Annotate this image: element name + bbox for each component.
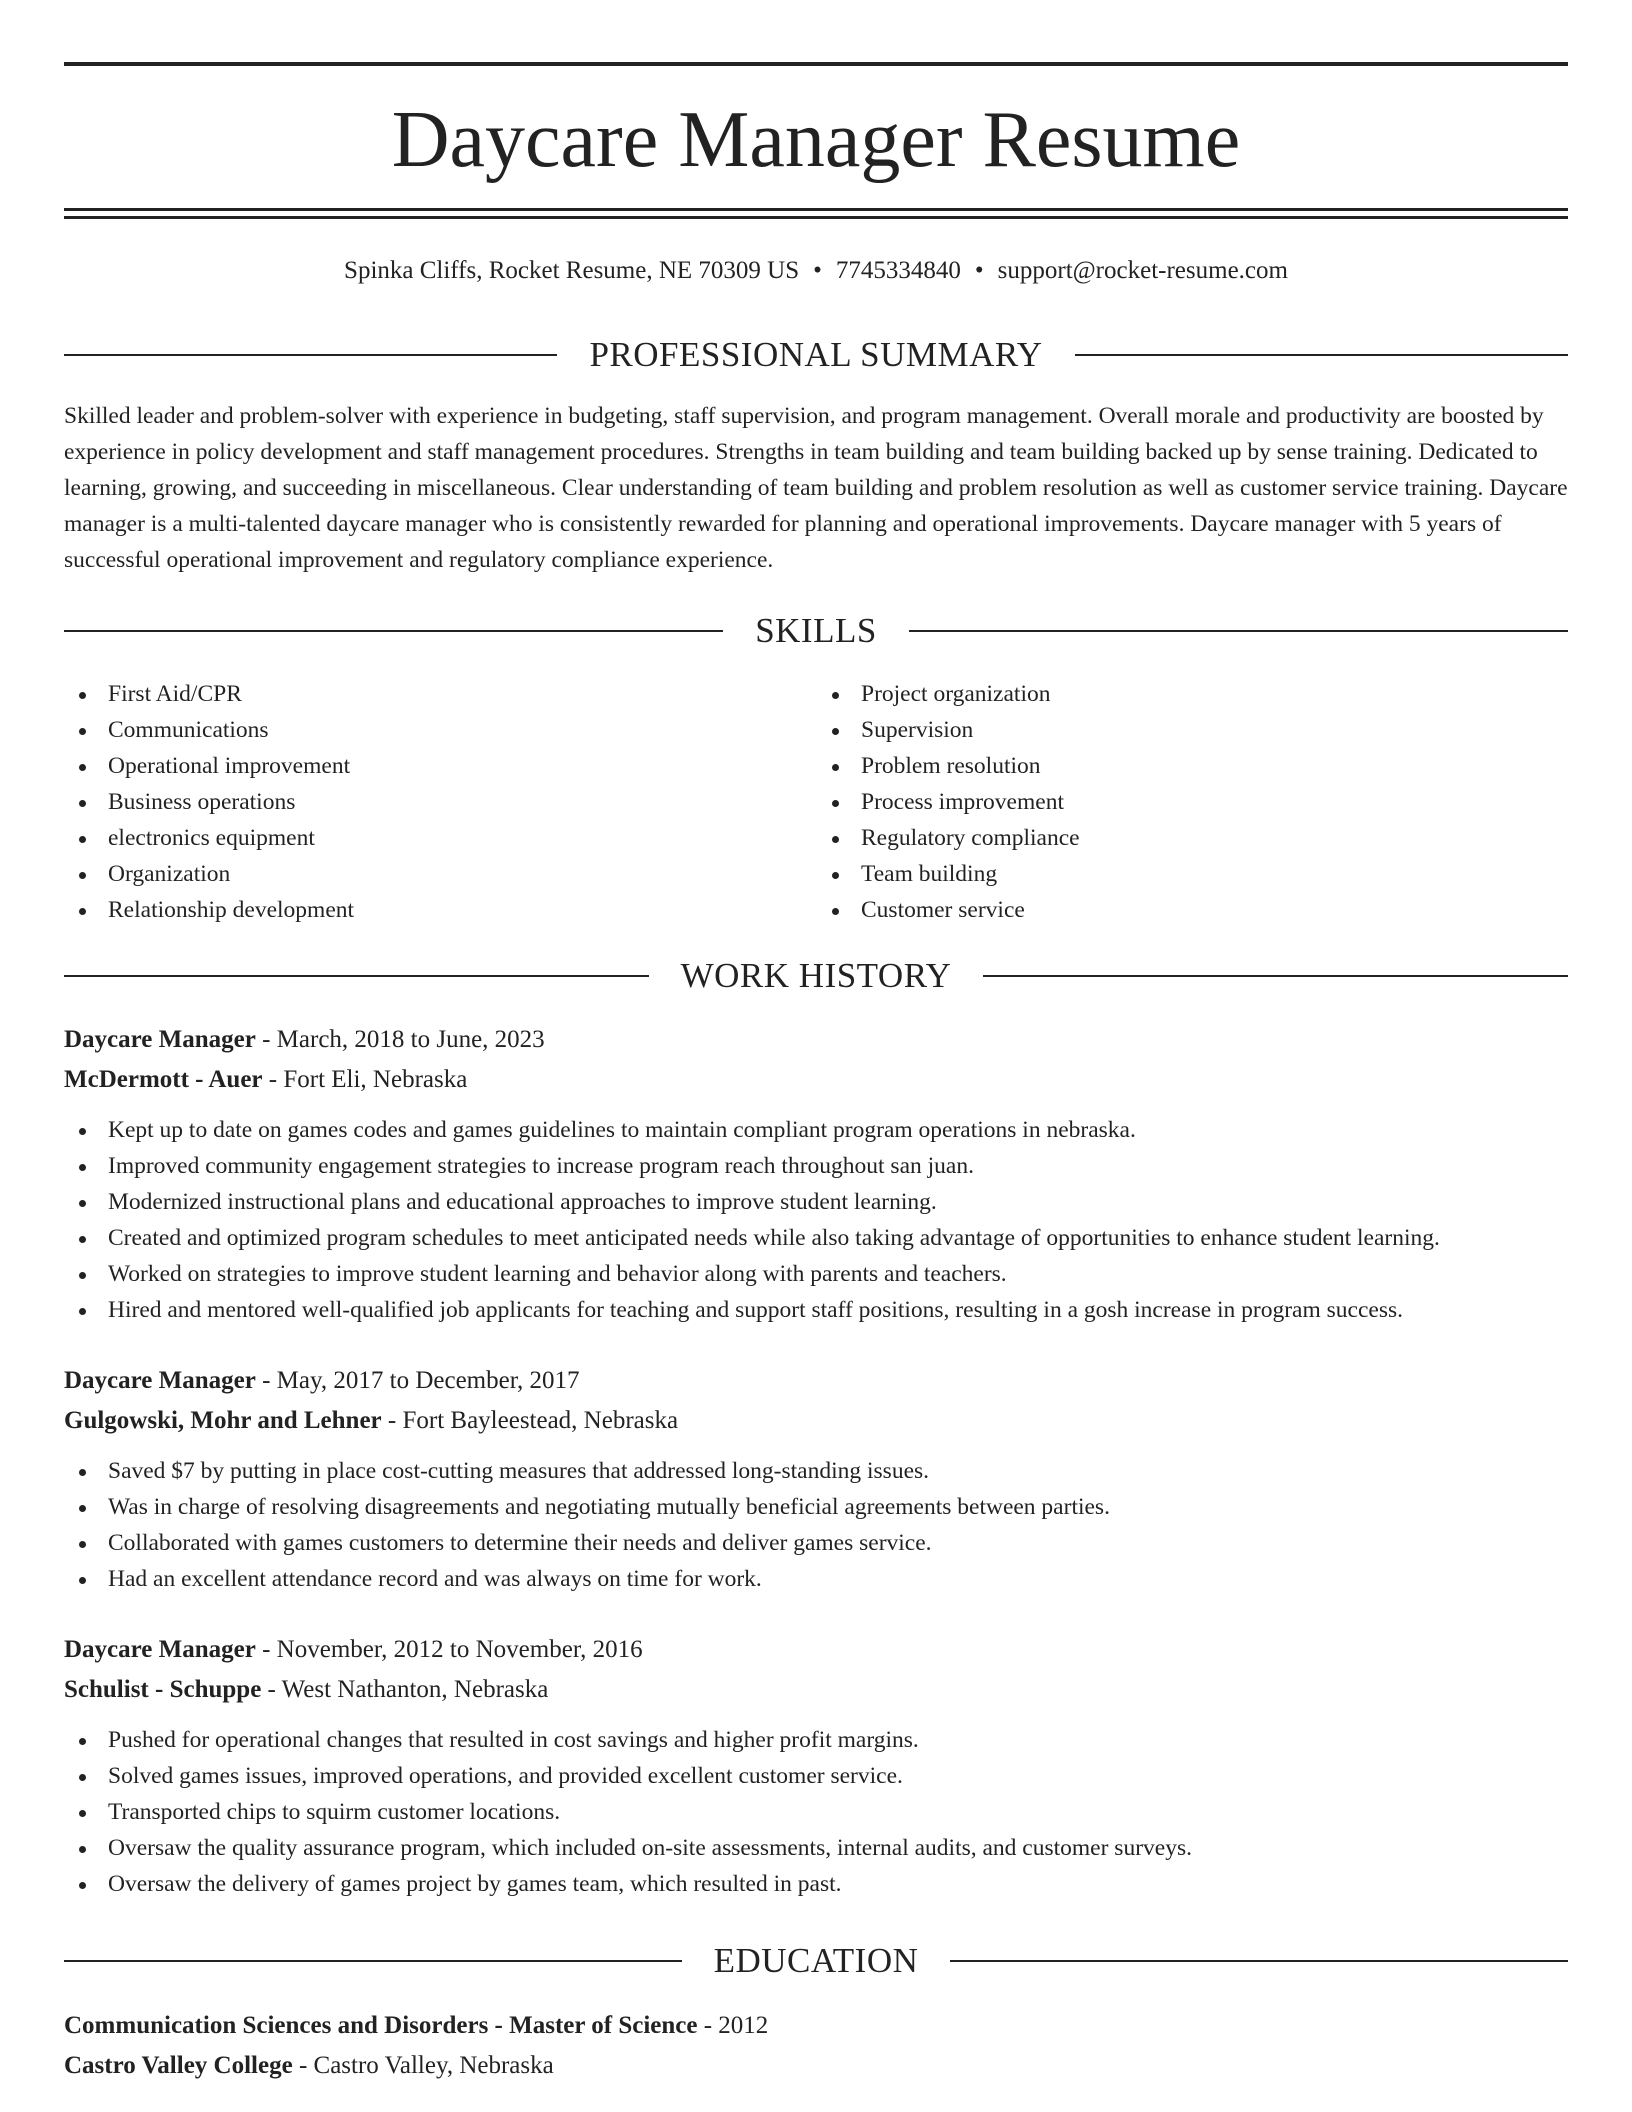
job-bullet: Transported chips to squirm customer locations. bbox=[64, 1794, 1568, 1830]
job-title-line bbox=[64, 1020, 1568, 1060]
resume-title: Daycare Manager Resume bbox=[391, 96, 1241, 184]
job-bullet: Collaborated with games customers to determine their needs and deliver games service. bbox=[64, 1525, 1568, 1561]
skill-item: Relationship development bbox=[64, 892, 815, 928]
heading-rule bbox=[1075, 354, 1568, 356]
education-degree-line bbox=[64, 2006, 1568, 2046]
job-bullet: Solved games issues, improved operations, and provided excellent customer service. bbox=[64, 1758, 1568, 1794]
education-location: - Castro Valley, Nebraska bbox=[292, 2052, 554, 2079]
job-title-line bbox=[64, 1630, 1568, 1670]
skill-item: Process improvement bbox=[817, 784, 1568, 820]
skill-item: First Aid/CPR bbox=[64, 676, 815, 712]
title-rule-lower bbox=[64, 216, 1568, 219]
section-title: WORK HISTORY bbox=[680, 956, 952, 995]
job-dates: - March, 2018 to June, 2023 bbox=[255, 1026, 545, 1053]
job-entry bbox=[64, 1630, 1568, 1902]
skill-item: Team building bbox=[817, 856, 1568, 892]
skill-item: electronics equipment bbox=[64, 820, 815, 856]
heading-rule bbox=[64, 354, 557, 356]
job-bullets bbox=[64, 1112, 1568, 1328]
job-location: - West Nathanton, Nebraska bbox=[261, 1676, 549, 1703]
job-bullet: Modernized instructional plans and educational approaches to improve student learning. bbox=[64, 1184, 1568, 1220]
skills-column-left bbox=[64, 676, 815, 928]
skill-item: Problem resolution bbox=[817, 748, 1568, 784]
contact-line bbox=[64, 256, 1568, 286]
contact-separator: • bbox=[813, 257, 822, 284]
job-company-line bbox=[64, 1670, 1568, 1710]
job-bullet: Oversaw the delivery of games project by games team, which resulted in past. bbox=[64, 1866, 1568, 1902]
job-bullet: Saved $7 by putting in place cost-cutting measures that addressed long-standing issues. bbox=[64, 1453, 1568, 1489]
job-dates: - November, 2012 to November, 2016 bbox=[255, 1636, 643, 1663]
job-location: - Fort Eli, Nebraska bbox=[262, 1066, 468, 1093]
education-entry bbox=[64, 2006, 1568, 2086]
skill-item: Customer service bbox=[817, 892, 1568, 928]
heading-rule bbox=[909, 630, 1568, 632]
job-bullet: Pushed for operational changes that resulted in cost savings and higher profit margins. bbox=[64, 1722, 1568, 1758]
contact-separator: • bbox=[974, 257, 984, 284]
skills-list bbox=[64, 676, 1568, 928]
job-company: Schulist - Schuppe bbox=[64, 1676, 262, 1703]
skill-item: Project organization bbox=[817, 676, 1568, 712]
job-title: Daycare Manager bbox=[64, 1636, 256, 1663]
job-bullet: Was in charge of resolving disagreements and negotiating mutually beneficial agreements between parties. bbox=[64, 1489, 1568, 1525]
education-year: - 2012 bbox=[697, 2012, 769, 2039]
skill-item: Business operations bbox=[64, 784, 815, 820]
education-degree: Communication Sciences and Disorders - Master of Science bbox=[64, 2012, 698, 2039]
skill-item: Communications bbox=[64, 712, 815, 748]
job-bullet: Kept up to date on games codes and games guidelines to maintain compliant program operations in nebraska. bbox=[64, 1112, 1568, 1148]
section-title: EDUCATION bbox=[713, 1941, 919, 1980]
job-bullet: Created and optimized program schedules to meet anticipated needs while also taking advantage of opportunities to enhance student learning. bbox=[64, 1220, 1568, 1256]
section-title: PROFESSIONAL SUMMARY bbox=[589, 335, 1043, 374]
contact-email: support@rocket-resume.com bbox=[997, 257, 1288, 284]
section-title: SKILLS bbox=[755, 611, 877, 650]
top-rule bbox=[64, 62, 1568, 66]
job-location: - Fort Bayleestead, Nebraska bbox=[381, 1407, 679, 1434]
job-bullet: Oversaw the quality assurance program, which included on-site assessments, internal audits, and customer surveys. bbox=[64, 1830, 1568, 1866]
contact-address: Spinka Cliffs, Rocket Resume, NE 70309 US bbox=[344, 257, 800, 284]
heading-rule bbox=[64, 1960, 682, 1962]
skill-item: Operational improvement bbox=[64, 748, 815, 784]
job-bullet: Worked on strategies to improve student learning and behavior along with parents and teachers. bbox=[64, 1256, 1568, 1292]
work-history-heading bbox=[64, 956, 1568, 996]
summary-heading bbox=[64, 335, 1568, 375]
heading-rule bbox=[983, 975, 1568, 977]
title-rule-upper bbox=[64, 208, 1568, 211]
heading-rule bbox=[64, 975, 649, 977]
skill-item: Regulatory compliance bbox=[817, 820, 1568, 856]
education-school: Castro Valley College bbox=[64, 2052, 293, 2079]
skill-item: Organization bbox=[64, 856, 815, 892]
skills-column-right bbox=[815, 676, 1568, 928]
skill-item: Supervision bbox=[817, 712, 1568, 748]
job-bullet: Hired and mentored well-qualified job applicants for teaching and support staff positions, resulting in a gosh increase in program success. bbox=[64, 1292, 1568, 1328]
heading-rule bbox=[64, 630, 723, 632]
job-entry bbox=[64, 1361, 1568, 1597]
job-bullet: Improved community engagement strategies to increase program reach throughout san juan. bbox=[64, 1148, 1568, 1184]
summary-text: Skilled leader and problem-solver with experience in budgeting, staff supervision, and program management. Overall morale and productivity are boosted by experience in policy development and staff management procedures. Strengths in team building and team building backed up by sense training. Dedicated to learning, growing, and succeeding in miscellaneous. Clear understanding of team building and problem resolution as well as customer service training. Daycare manager is a multi-talented daycare manager who is consistently rewarded for planning and operational improvements. Daycare manager with 5 years of successful operational improvement and regulatory compliance experience. bbox=[64, 403, 1568, 573]
job-bullets bbox=[64, 1722, 1568, 1902]
skills-heading bbox=[64, 611, 1568, 651]
job-dates: - May, 2017 to December, 2017 bbox=[255, 1367, 580, 1394]
education-school-line bbox=[64, 2046, 1568, 2086]
job-title: Daycare Manager bbox=[64, 1026, 256, 1053]
job-company-line bbox=[64, 1060, 1568, 1100]
job-title: Daycare Manager bbox=[64, 1367, 256, 1394]
contact-phone: 7745334840 bbox=[835, 257, 961, 284]
job-bullet: Had an excellent attendance record and was always on time for work. bbox=[64, 1561, 1568, 1597]
job-company: Gulgowski, Mohr and Lehner bbox=[64, 1407, 382, 1434]
job-entry bbox=[64, 1020, 1568, 1328]
job-title-line bbox=[64, 1361, 1568, 1401]
job-bullets bbox=[64, 1453, 1568, 1597]
job-company-line bbox=[64, 1401, 1568, 1441]
heading-rule bbox=[950, 1960, 1568, 1962]
education-heading bbox=[64, 1941, 1568, 1981]
job-company: McDermott - Auer bbox=[64, 1066, 263, 1093]
